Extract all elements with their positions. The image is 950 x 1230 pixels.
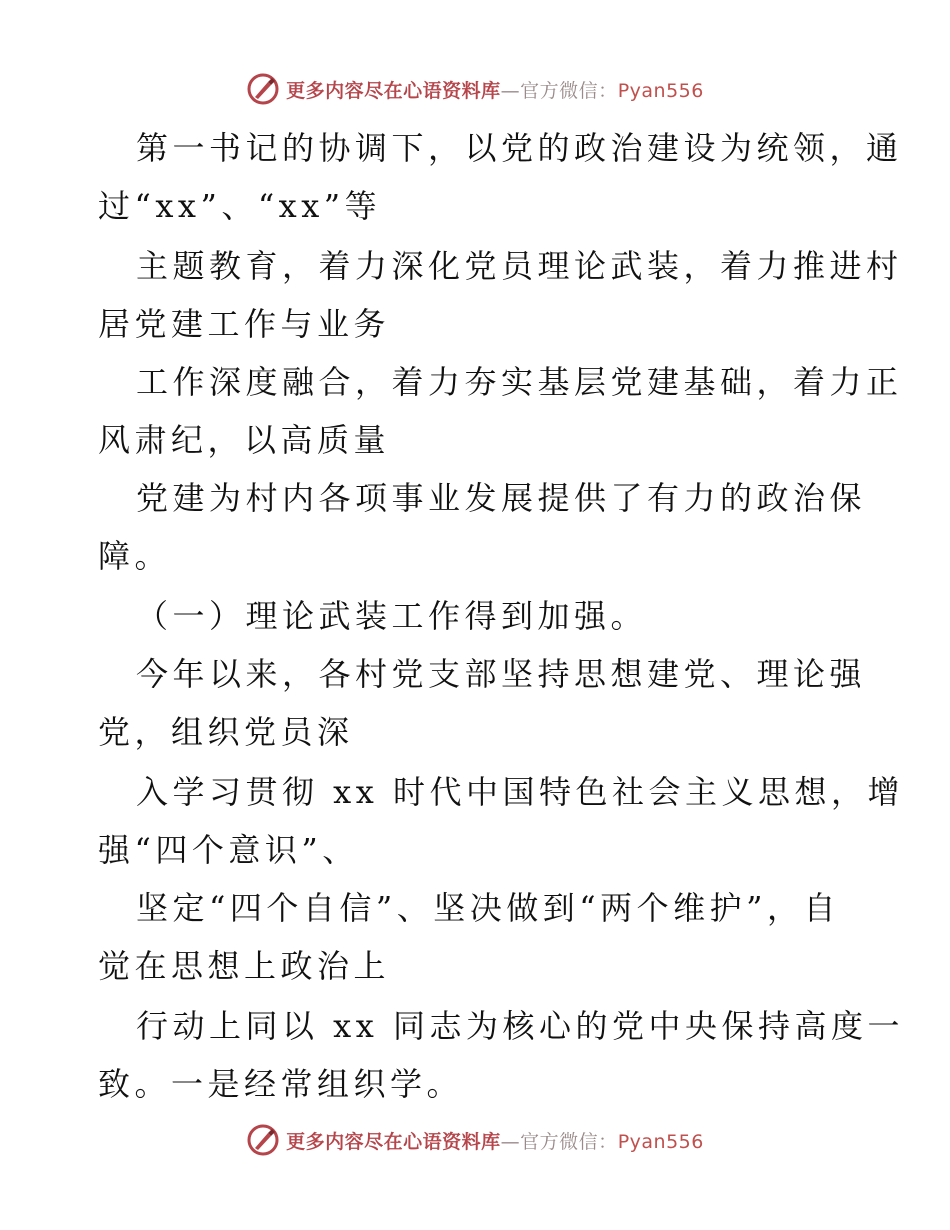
pen-logo-icon: [246, 72, 280, 106]
text-line: 居党建工作与业务: [98, 305, 391, 343]
text-line: 障。: [98, 537, 172, 575]
section-heading: （一）理论武装工作得到加强。: [136, 597, 648, 635]
banner-site-text: 更多内容尽在心语资料库: [286, 79, 501, 102]
text-line: 坚定“四个自信”、坚决做到“两个维护”，自: [136, 889, 840, 927]
text-line: 行动上同以 xx 同志为核心的党中央保持高度一: [136, 1007, 904, 1045]
text-line: 主题教育，着力深化党员理论武装，着力推进村: [136, 247, 903, 285]
text-line: 觉在思想上政治上: [98, 947, 391, 985]
text-line: 致。一是经常组织学。: [98, 1065, 464, 1103]
banner-wechat-label: —官方微信：: [500, 1130, 618, 1153]
text-line: 党，组织党员深: [98, 713, 354, 751]
banner-site-text: 更多内容尽在心语资料库: [286, 1130, 501, 1153]
text-line: 强“四个意识”、: [98, 831, 359, 869]
banner-wechat-id: Pyan556: [617, 79, 704, 102]
text-line: 过“xx”、“xx”等: [98, 187, 382, 225]
text-line: 入学习贯彻 xx 时代中国特色社会主义思想，增: [136, 773, 904, 811]
footer-watermark-banner: [0, 1123, 950, 1157]
text-line: 风肃纪，以高质量: [98, 421, 391, 459]
header-watermark-banner: [0, 72, 950, 106]
banner-wechat-id: Pyan556: [617, 1130, 704, 1153]
text-line: 今年以来，各村党支部坚持思想建党、理论强: [136, 655, 867, 693]
text-line: 党建为村内各项事业发展提供了有力的政治保: [136, 479, 867, 517]
pen-logo-icon: [246, 1123, 280, 1157]
text-line: 第一书记的协调下，以党的政治建设为统领，通: [136, 129, 903, 167]
banner-wechat-label: —官方微信：: [500, 79, 618, 102]
text-line: 工作深度融合，着力夯实基层党建基础，着力正: [136, 363, 903, 401]
